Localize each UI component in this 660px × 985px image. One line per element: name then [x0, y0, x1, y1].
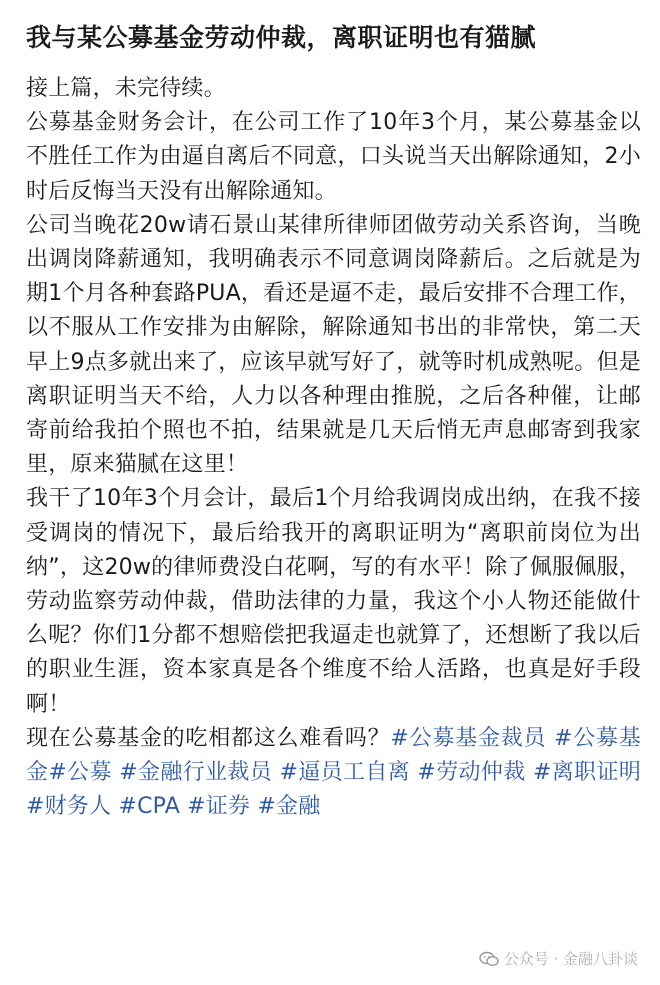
hashtag-laodong-zhongcai[interactable]: #劳动仲裁: [417, 760, 526, 786]
hashtag-lizhi-zhengming[interactable]: #离职证明: [532, 760, 642, 786]
hashtag-gongmu-jijin[interactable]: #公募基金: [26, 725, 642, 786]
post-tags-line: [26, 722, 641, 825]
post-title: 我与某公募基金劳动仲裁，离职证明也有猫腻: [26, 23, 537, 52]
post-paragraph-3: 公司当晚花20w请石景山某律所律师团做劳动关系咨询，当晚出调岗降薪通知，我明确表示不同意调岗降薪后。之后就是为期1个月各种套路PUA，看还是逼不走，最后安排不合理工作，以不服从工作安排为由解除，解除通知书出的非常快，第二天早上9点多就出来了，应该早就写好了，就等时机成熟呢。但是离职证明当天不给，人力以各种理由推脱，之后各种催，让邮寄前给我拍个照也不拍，结果就是几天后悄无声息邮寄到我家里，原来猫腻在这里！: [26, 212, 641, 478]
post-container: [26, 18, 641, 824]
hashtag-zhengquan[interactable]: #证券: [187, 794, 251, 820]
post-question-text: 现在公募基金的吃相都这么难看吗？: [26, 725, 391, 751]
hashtag-jinrong-caiyuan[interactable]: #金融行业裁员: [119, 760, 273, 786]
post-paragraph-4: 我干了10年3个月会计，最后1个月给我调岗成出纳，在我不接受调岗的情况下，最后给我开的离职证明为“离职前岗位为出纳”，这20w的律师费没白花啊，写的有水平！除了佩服佩服，劳动监察劳动仲裁，借助法律的力量，我这个小人物还能做什么呢？你们1分都不想赔偿把我逼走也就算了，还想断了我以后的职业生涯，资本家真是各个维度不给人活路，也真是好手段啊！: [26, 486, 641, 717]
hashtag-gongmu-caiyuan[interactable]: #公募基金裁员: [390, 725, 547, 751]
post-paragraph-1: 接上篇，未完待续。: [26, 76, 226, 101]
watermark: [479, 948, 638, 969]
hashtag-bi-yuangong-zili[interactable]: #逼员工自离: [279, 760, 411, 786]
hashtag-gongmu[interactable]: #公募: [48, 760, 112, 786]
post-paragraph-2: 公募基金财务会计，在公司工作了10年3个月，某公募基金以不胜任工作为由逼自离后不同意，口头说当天出解除通知，2小时后反悔当天没有出解除通知。: [26, 110, 641, 204]
watermark-text: 公众号 · 金融八卦谈: [503, 950, 638, 968]
hashtag-cpa[interactable]: #CPA: [118, 794, 180, 820]
hashtag-jinrong[interactable]: #金融: [257, 794, 321, 820]
wechat-icon: [479, 951, 499, 967]
hashtag-caiwuren[interactable]: #财务人: [26, 794, 112, 820]
